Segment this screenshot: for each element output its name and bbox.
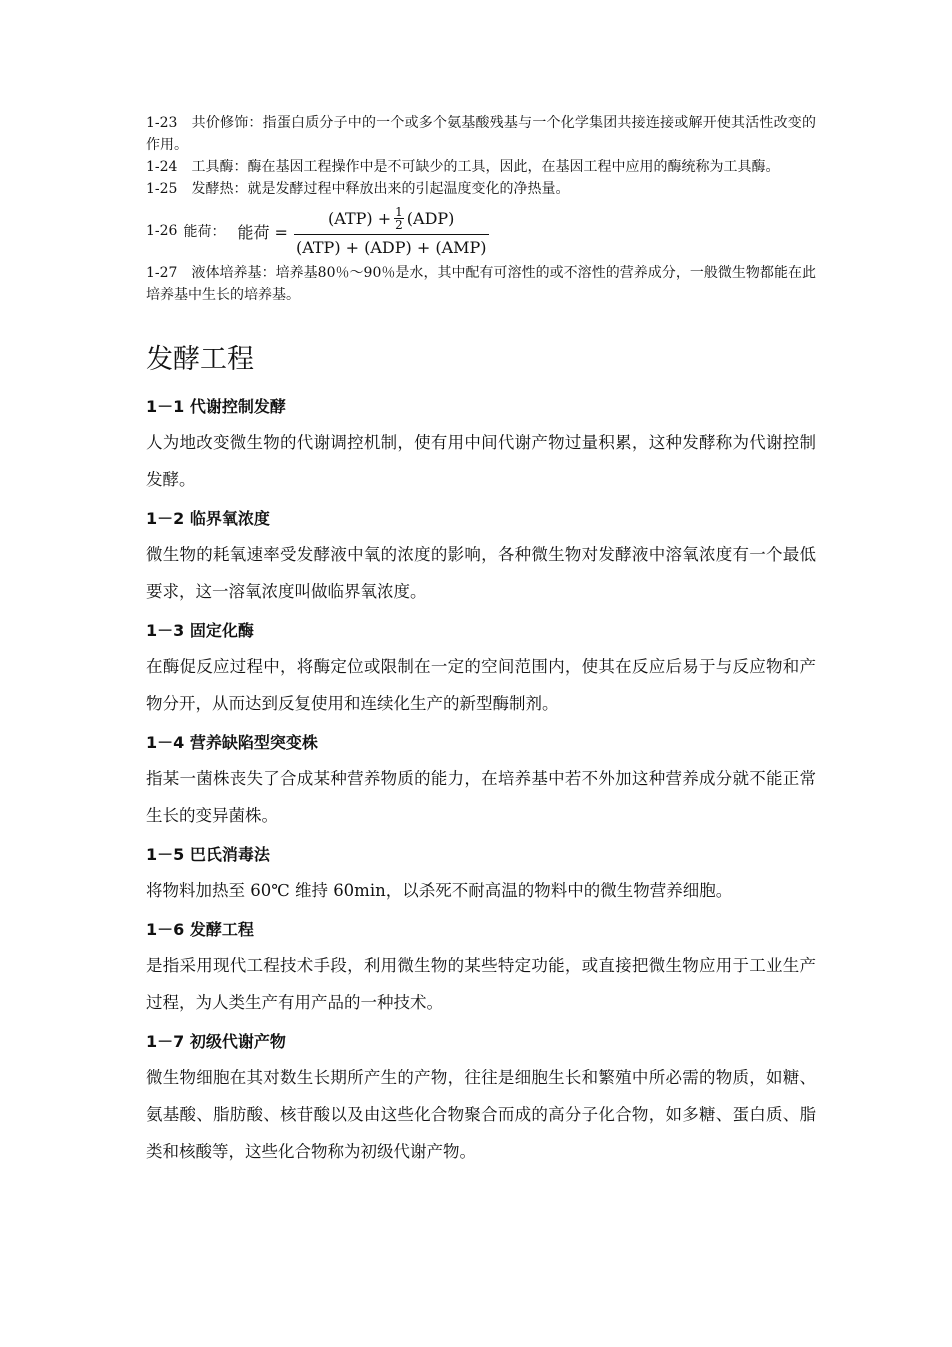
definition-text: 指蛋白质分子中的一个或多个氨基酸残基与一个化学集团共接连接或解开使其活性改变的作用。 bbox=[146, 115, 817, 153]
term-body: 在酶促反应过程中，将酶定位或限制在一定的空间范围内，使其在反应后易于与反应物和产物分开，从而达到反复使用和连续化生产的新型酶制剂。 bbox=[146, 657, 816, 713]
definition-text: 培养基80％～90％是水，其中配有可溶性的或不溶性的营养成分，一般微生物都能在此培养基中生长的培养基。 bbox=[146, 265, 816, 303]
definition-1-27 bbox=[146, 262, 816, 306]
definition-number: 1-26 bbox=[146, 223, 178, 239]
definition-1-23 bbox=[146, 112, 816, 156]
definition-text: 就是发酵过程中释放出来的引起温度变化的净热量。 bbox=[247, 181, 570, 197]
term-heading: 1－4 营养缺陷型突变株 bbox=[146, 733, 318, 752]
formula-label: 能荷： bbox=[183, 224, 226, 240]
formula-lhs: 能荷 = bbox=[237, 222, 288, 242]
definition-term: 发酵热： bbox=[191, 181, 248, 197]
term-body: 指某一菌株丧失了合成某种营养物质的能力，在培养基中若不外加这种营养成分就不能正常生长的变异菌株。 bbox=[146, 769, 816, 825]
half-fraction bbox=[394, 206, 404, 231]
term-body: 是指采用现代工程技术手段，利用微生物的某些特定功能，或直接把微生物应用于工业生产过程，为人类生产有用产品的一种技术。 bbox=[146, 956, 816, 1012]
definition-1-26-formula bbox=[146, 202, 816, 260]
term-body: 微生物细胞在其对数生长期所产生的产物，往往是细胞生长和繁殖中所必需的物质，如糖、氨基酸、脂肪酸、核苷酸以及由这些化合物聚合而成的高分子化合物，如多糖、蛋白质、脂类和核酸等，这些化合物称为初级代谢产物。 bbox=[146, 1068, 816, 1161]
term-body: 微生物的耗氧速率受发酵液中氧的浓度的影响，各种微生物对发酵液中溶氧浓度有一个最低要求，这一溶氧浓度叫做临界氧浓度。 bbox=[146, 545, 816, 601]
term-heading: 1－2 临界氧浓度 bbox=[146, 509, 270, 528]
definition-1-25 bbox=[146, 178, 816, 200]
definition-number: 1-24 bbox=[146, 159, 178, 175]
definition-number: 1-23 bbox=[146, 115, 178, 131]
term-heading: 1－3 固定化酶 bbox=[146, 621, 254, 640]
formula-numerator bbox=[326, 206, 456, 234]
definition-text: 酶在基因工程操作中是不可缺少的工具，因此，在基因工程中应用的酶统称为工具酶。 bbox=[247, 159, 780, 175]
term-heading: 1－6 发酵工程 bbox=[146, 920, 254, 939]
page-content bbox=[146, 112, 816, 1174]
definition-term: 液体培养基： bbox=[191, 265, 276, 281]
definition-term: 工具酶： bbox=[191, 159, 248, 175]
numerator-atp: (ATP) + bbox=[328, 208, 392, 228]
term-body: 人为地改变微生物的代谢调控机制，使有用中间代谢产物过量积累，这种发酵称为代谢控制发酵。 bbox=[146, 433, 816, 489]
half-numerator: 1 bbox=[395, 204, 403, 219]
formula-denominator: (ATP) + (ADP) + (AMP) bbox=[294, 234, 489, 257]
term-heading: 1－1 代谢控制发酵 bbox=[146, 397, 286, 416]
half-denominator: 2 bbox=[395, 217, 403, 232]
definition-term: 共价修饰： bbox=[191, 115, 263, 131]
numerator-adp: (ADP) bbox=[406, 208, 455, 228]
energy-charge-formula bbox=[237, 206, 488, 257]
definition-1-24 bbox=[146, 156, 816, 178]
formula-fraction bbox=[294, 206, 489, 257]
section-title: 发酵工程 bbox=[146, 344, 254, 375]
term-heading: 1－5 巴氏消毒法 bbox=[146, 845, 270, 864]
definition-number: 1-27 bbox=[146, 265, 178, 281]
term-body: 将物料加热至 60℃ 维持 60min，以杀死不耐高温的物料中的微生物营养细胞。 bbox=[146, 881, 733, 900]
definition-number: 1-25 bbox=[146, 181, 178, 197]
term-heading: 1－7 初级代谢产物 bbox=[146, 1032, 286, 1051]
